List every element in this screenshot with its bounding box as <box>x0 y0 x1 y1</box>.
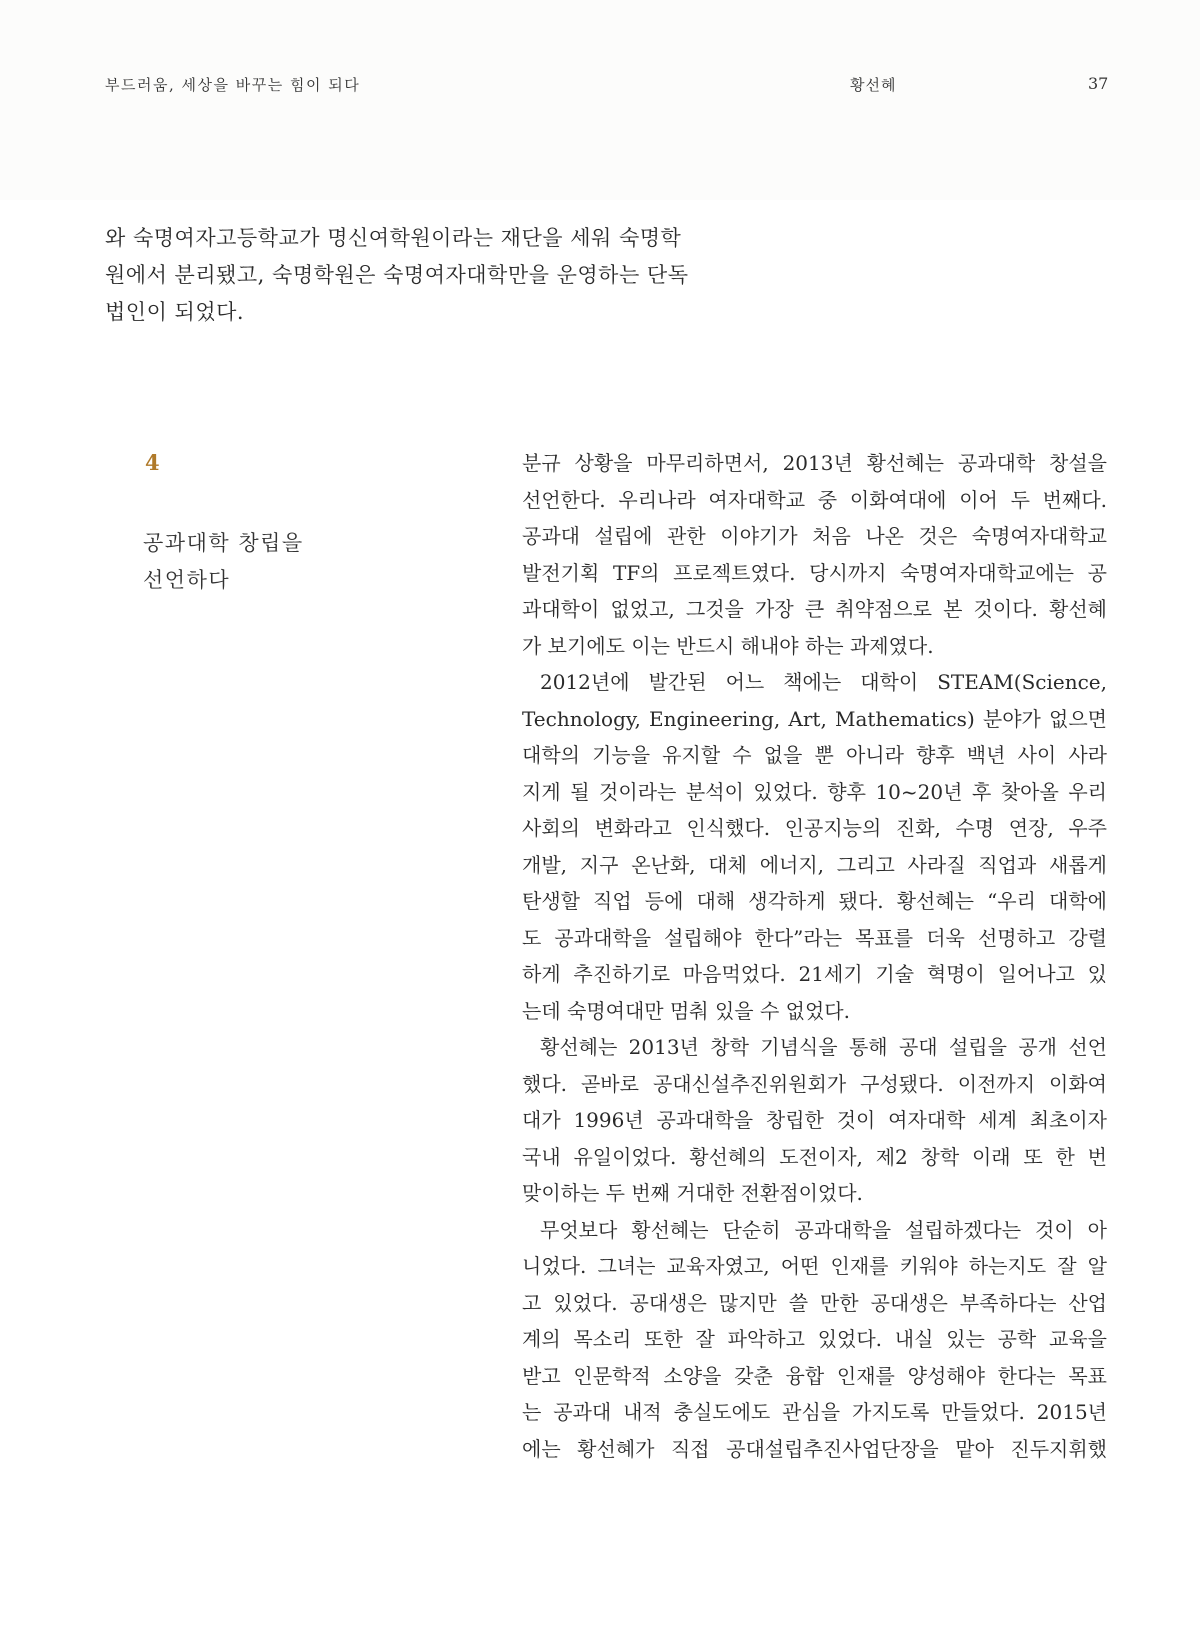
intro-paragraph <box>105 220 705 331</box>
text-line: 는데 숙명여대만 멈춰 있을 수 없었다. <box>522 998 850 1023</box>
text-line: 지게 될 것이라는 분석이 있었다. 향후 10~20년 후 찾아올 우리 <box>522 779 1107 804</box>
text-line: 무엇보다 황선혜는 단순히 공과대학을 설립하겠다는 것이 아 <box>540 1217 1107 1242</box>
text-line: 공과대 설립에 관한 이야기가 처음 나온 것은 숙명여자대학교 <box>522 524 1107 548</box>
text-line: 에는 황선혜가 직접 공대설립추진사업단장을 맡아 진두지휘했 <box>522 1436 1107 1461</box>
page-header <box>0 0 1200 200</box>
chapter-title-line: 공과대학 창립을 <box>143 531 304 555</box>
text-line: 고 있었다. 공대생은 많지만 쓸 만한 공대생은 부족하다는 산업 <box>522 1290 1107 1315</box>
text-line: 는 공과대 내적 충실도에도 관심을 가지도록 만들었다. 2015년 <box>522 1400 1107 1424</box>
text-line: 과대학이 없었고, 그것을 가장 큰 취약점으로 본 것이다. 황선혜 <box>522 597 1107 621</box>
text-line: 가 보기에도 이는 반드시 해내야 하는 과제였다. <box>522 633 934 658</box>
text-line: 사회의 변화라고 인식했다. 인공지능의 진화, 수명 연장, 우주 <box>522 816 1107 840</box>
text-line: 국내 유일이었다. 황선혜의 도전이자, 제2 창학 이래 또 한 번 <box>522 1144 1107 1169</box>
chapter-number: 4 <box>145 450 160 475</box>
text-line: 2012년에 발간된 어느 책에는 대학이 STEAM(Science, <box>540 670 1107 694</box>
text-line: 분규 상황을 마무리하면서, 2013년 황선혜는 공과대학 창설을 <box>522 451 1107 475</box>
text-line: 탄생할 직업 등에 대해 생각하게 됐다. 황선혜는 “우리 대학에 <box>522 889 1107 913</box>
running-title: 부드러움, 세상을 바꾸는 힘이 되다 <box>105 76 361 94</box>
text-line: 와 숙명여자고등학교가 명신여학원이라는 재단을 세워 숙명학 <box>105 226 682 250</box>
page-number: 37 <box>1088 74 1109 93</box>
text-line: 개발, 지구 온난화, 대체 에너지, 그리고 사라질 직업과 새롭게 <box>522 852 1107 877</box>
text-line: 했다. 곧바로 공대신설추진위원회가 구성됐다. 이전까지 이화여 <box>522 1071 1107 1096</box>
text-line: 법인이 되었다. <box>105 300 245 324</box>
text-line: 대가 1996년 공과대학을 창립한 것이 여자대학 세계 최초이자 <box>522 1108 1107 1132</box>
text-line: 받고 인문학적 소양을 갖춘 융합 인재를 양성해야 한다는 목표 <box>522 1363 1107 1388</box>
chapter-title <box>143 525 304 599</box>
text-line: 하게 추진하기로 마음먹었다. 21세기 기술 혁명이 일어나고 있 <box>522 962 1107 986</box>
text-line: 니었다. 그녀는 교육자였고, 어떤 인재를 키워야 하는지도 잘 알 <box>522 1254 1107 1278</box>
body-text <box>522 445 1107 1467</box>
text-line: 황선혜는 2013년 창학 기념식을 통해 공대 설립을 공개 선언 <box>540 1035 1107 1059</box>
text-line: 대학의 기능을 유지할 수 없을 뿐 아니라 향후 백년 사이 사라 <box>522 743 1107 767</box>
text-line: Technology, Engineering, Art, Mathematics) 분야가 없으면 <box>522 706 1107 731</box>
text-line: 발전기획 TF의 프로젝트였다. 당시까지 숙명여자대학교에는 공 <box>522 560 1107 585</box>
text-line: 원에서 분리됐고, 숙명학원은 숙명여자대학만을 운영하는 단독 <box>105 263 689 287</box>
chapter-title-line: 선언하다 <box>143 568 231 592</box>
running-author: 황선혜 <box>850 76 897 94</box>
text-line: 도 공과대학을 설립해야 한다”라는 목표를 더욱 선명하고 강렬 <box>522 925 1107 950</box>
text-line: 맞이하는 두 번째 거대한 전환점이었다. <box>522 1181 863 1205</box>
text-line: 선언한다. 우리나라 여자대학교 중 이화여대에 이어 두 번째다. <box>522 487 1107 512</box>
text-line: 계의 목소리 또한 잘 파악하고 있었다. 내실 있는 공학 교육을 <box>522 1327 1107 1351</box>
